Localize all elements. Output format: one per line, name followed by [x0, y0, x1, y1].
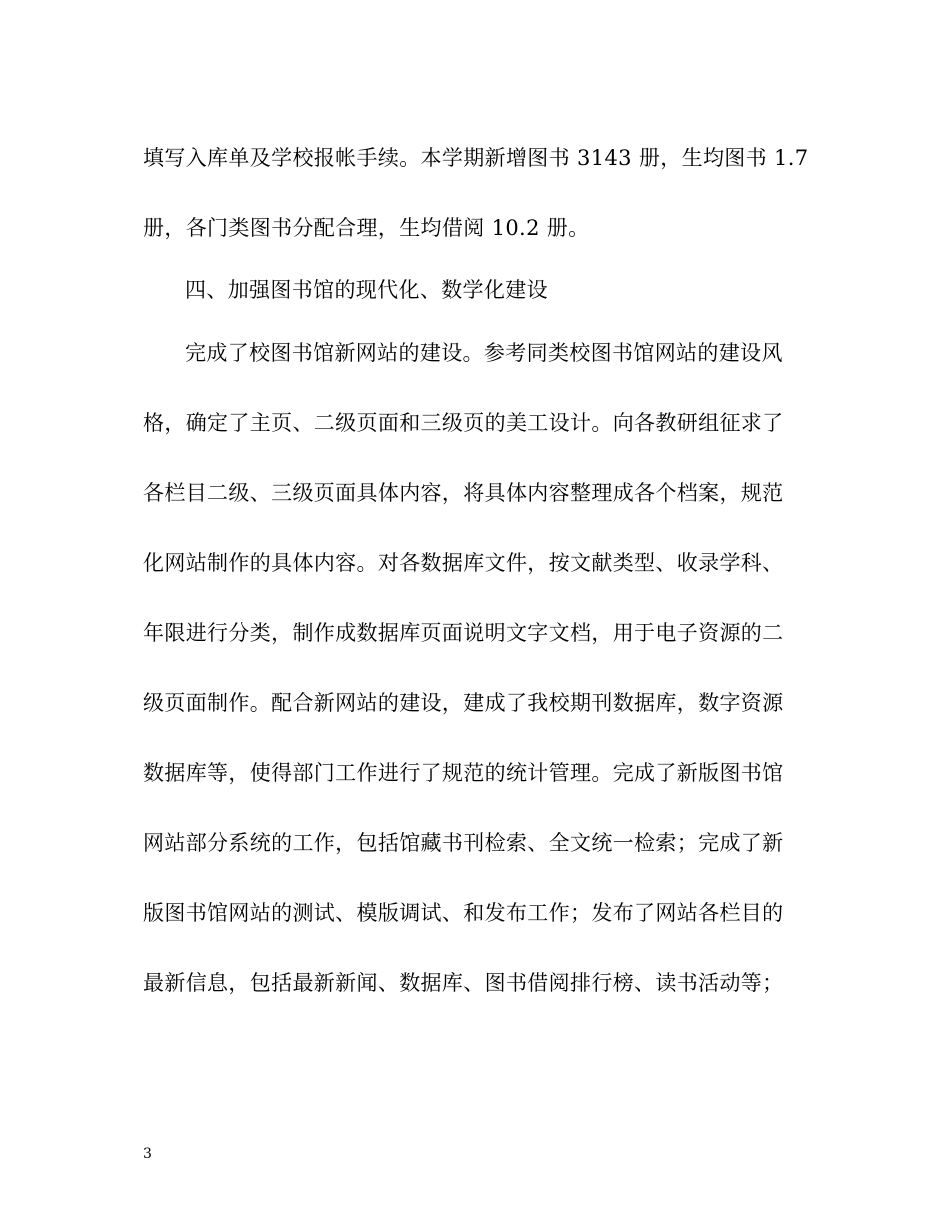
text-line: 各栏目二级、三级页面具体内容，将具体内容整理成各个档案，规范	[143, 481, 784, 505]
text-line: 格，确定了主页、二级页面和三级页的美工设计。向各教研组征求了	[143, 411, 784, 435]
text-line: 年限进行分类，制作成数据库页面说明文字文档，用于电子资源的二	[143, 621, 784, 645]
section-heading: 四、加强图书馆的现代化、数学化建设	[185, 278, 548, 302]
text-line: 网站部分系统的工作，包括馆藏书刊检索、全文统一检索；完成了新	[143, 831, 784, 855]
text-line: 版图书馆网站的测试、模版调试、和发布工作；发布了网站各栏目的	[143, 901, 784, 925]
text-line: 最新信息，包括最新新闻、数据库、图书借阅排行榜、读书活动等；	[143, 971, 784, 995]
text-line: 册，各门类图书分配合理，生均借阅 10.2 册。	[143, 216, 590, 240]
page-number: 3	[143, 1146, 152, 1162]
text-line: 数据库等，使得部门工作进行了规范的统计管理。完成了新版图书馆	[143, 761, 784, 785]
text-line: 完成了校图书馆新网站的建设。参考同类校图书馆网站的建设风	[185, 341, 783, 365]
text-line: 填写入库单及学校报帐手续。本学期新增图书 3143 册，生均图书 1.7	[143, 146, 809, 170]
text-line: 级页面制作。配合新网站的建设，建成了我校期刊数据库，数字资源	[143, 691, 784, 715]
text-line: 化网站制作的具体内容。对各数据库文件，按文献类型、收录学科、	[143, 551, 784, 575]
